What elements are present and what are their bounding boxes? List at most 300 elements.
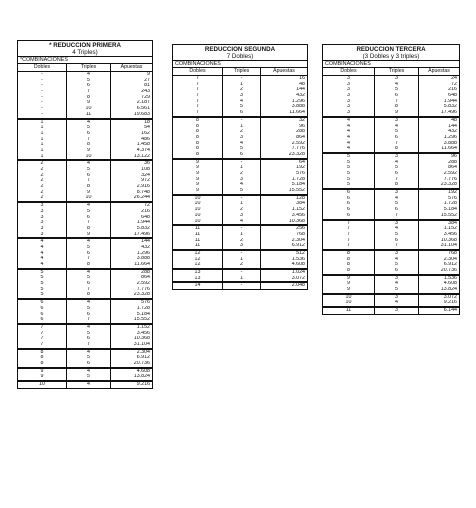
cell-triples: 9 <box>67 148 111 154</box>
cell-apuestas: 23.328 <box>133 292 150 298</box>
cell-dobles: 9 <box>323 281 375 287</box>
cell-dobles: 10 <box>323 295 375 301</box>
title-line-1: REDUCCION TERCERA <box>356 46 426 53</box>
cell-apuestas: 5.184 <box>443 207 457 213</box>
cell-dobles: 3 <box>323 99 375 105</box>
cell-apuestas: 2.592 <box>291 140 305 146</box>
table-row <box>18 317 152 323</box>
cell-triples: 4 <box>67 203 111 209</box>
cell-triples: 7 <box>375 177 419 183</box>
cell-triples: 4 <box>223 219 261 225</box>
table-row <box>323 152 459 160</box>
cell-dobles: 8 <box>18 361 67 367</box>
table-row <box>323 268 459 274</box>
cell-dobles: 6 <box>323 207 375 213</box>
cell-apuestas: 11.664 <box>441 146 457 152</box>
cell-triples: 2 <box>223 207 261 213</box>
cell-dobles: 4 <box>18 245 67 251</box>
cell-triples: 2 <box>223 87 261 93</box>
cell-apuestas: 2.592 <box>443 171 457 176</box>
cell-apuestas: 31.104 <box>440 243 457 249</box>
cell-dobles: 10 <box>173 213 223 219</box>
cell-triples: 4 <box>223 141 261 147</box>
cell-triples: 4 <box>67 382 111 388</box>
combinaciones-header: *COMBINACIONES <box>18 57 152 64</box>
cell-dobles: 4 <box>18 256 67 262</box>
cell-apuestas: 2.187 <box>136 100 150 106</box>
cell-dobles: 1 <box>18 131 67 137</box>
table-row <box>18 298 152 306</box>
cell-apuestas: 7.776 <box>291 146 305 152</box>
table-row <box>173 194 307 202</box>
cell-dobles: 5 <box>18 270 67 276</box>
cell-apuestas: 5.832 <box>443 104 457 110</box>
cell-apuestas: 729 <box>141 94 150 100</box>
cell-triples: 4 <box>375 160 419 166</box>
table-row <box>173 188 307 194</box>
cell-apuestas: 432 <box>448 129 457 135</box>
cell-triples: 5 <box>67 306 111 312</box>
col-triples: Triples <box>67 64 111 71</box>
cell-dobles: 7 <box>323 243 375 249</box>
table-row <box>18 292 152 298</box>
table-row <box>18 159 152 167</box>
cell-triples: 4 <box>67 325 111 331</box>
cell-apuestas: 18 <box>144 119 150 125</box>
cell-apuestas: 1.458 <box>136 142 150 148</box>
table-row <box>173 219 307 225</box>
cell-apuestas: 20.736 <box>133 361 150 366</box>
cell-dobles: 13 <box>173 270 223 276</box>
cell-dobles: 7 <box>173 104 223 110</box>
cell-apuestas: 24 <box>451 76 457 81</box>
cell-triples: 5 <box>67 331 111 337</box>
cell-triples: 3 <box>375 190 419 196</box>
cell-dobles: 8 <box>323 268 375 274</box>
cell-apuestas: 1.728 <box>291 176 305 182</box>
table-row <box>173 249 307 257</box>
cell-dobles: 7 <box>323 221 375 227</box>
cell-dobles: 3 <box>18 220 67 226</box>
cell-triples: 5 <box>67 209 111 215</box>
cell-dobles: 7 <box>173 99 223 105</box>
cell-triples: 5 <box>375 165 419 171</box>
table-row <box>323 274 459 282</box>
table-row <box>173 243 307 249</box>
cell-dobles: 4 <box>323 118 375 124</box>
cell-apuestas: 576 <box>296 171 305 176</box>
cell-dobles: 2 <box>18 178 67 184</box>
cell-apuestas: 1.024 <box>291 270 305 275</box>
cell-triples: - <box>223 226 261 232</box>
cell-triples: 11 <box>67 112 111 118</box>
cell-dobles: 6 <box>18 306 67 312</box>
cell-apuestas: 23.328 <box>440 182 457 188</box>
cell-apuestas: 2.304 <box>291 237 305 243</box>
cell-dobles: 2 <box>18 161 67 167</box>
cell-dobles: 3 <box>323 87 375 93</box>
cell-dobles: 9 <box>173 182 223 188</box>
table-row <box>323 213 459 219</box>
cell-triples: 7 <box>375 243 419 249</box>
cell-dobles: 7 <box>18 342 67 348</box>
cell-dobles: 8 <box>173 152 223 158</box>
cell-triples: - <box>223 160 261 166</box>
cell-apuestas: 2.304 <box>136 349 150 355</box>
cell-apuestas: 1.296 <box>136 250 150 256</box>
cell-dobles: 1 <box>18 142 67 148</box>
cell-dobles: 10 <box>18 382 67 388</box>
table-row <box>323 293 459 301</box>
cell-triples: 4 <box>67 270 111 276</box>
col-dobles: Dobles <box>173 68 223 75</box>
cell-triples: 6 <box>67 83 111 89</box>
cell-apuestas: 972 <box>141 178 150 184</box>
cell-dobles: 6 <box>18 312 67 318</box>
cell-triples: 6 <box>375 268 419 274</box>
cell-dobles: 7 <box>173 110 223 116</box>
cell-apuestas: 7.776 <box>443 176 457 182</box>
cell-triples: 5 <box>67 78 111 84</box>
cell-triples: 4 <box>67 350 111 356</box>
cell-apuestas: 8.748 <box>136 189 150 195</box>
cell-dobles: 4 <box>18 239 67 245</box>
cell-apuestas: 256 <box>296 226 305 232</box>
cell-triples: 6 <box>67 215 111 221</box>
cell-dobles: 9 <box>173 165 223 171</box>
table-row <box>323 249 459 257</box>
cell-apuestas: 26.244 <box>133 195 150 201</box>
cell-apuestas: 648 <box>448 93 457 99</box>
cell-triples: 4 <box>67 300 111 306</box>
cell-apuestas: 3.456 <box>291 212 305 218</box>
cell-apuestas: 9 <box>147 72 150 77</box>
table-reduccion-primera <box>17 40 153 389</box>
cell-apuestas: 128 <box>296 195 305 201</box>
cell-apuestas: 4.608 <box>291 262 305 268</box>
table-row <box>323 300 459 306</box>
cell-triples: 4 <box>375 281 419 287</box>
cell-apuestas: 3.456 <box>443 231 457 237</box>
cell-apuestas: 324 <box>141 172 150 178</box>
cell-dobles: 3 <box>323 104 375 110</box>
cell-apuestas: 7.776 <box>136 286 150 292</box>
cell-dobles: 3 <box>323 110 375 116</box>
cell-triples: 4 <box>223 182 261 188</box>
cell-triples: 3 <box>375 276 419 282</box>
cell-apuestas: 144 <box>141 239 150 245</box>
table-row <box>173 281 307 289</box>
cell-apuestas: 96 <box>299 123 305 129</box>
table-row <box>18 118 152 126</box>
cell-triples: 8 <box>67 95 111 101</box>
cell-triples: 5 <box>67 275 111 281</box>
table-row <box>18 201 152 209</box>
table-title <box>18 41 152 57</box>
cell-apuestas: 4.374 <box>136 147 150 153</box>
cell-apuestas: 19.683 <box>133 111 150 117</box>
cell-dobles: 6 <box>323 201 375 207</box>
cell-dobles: 4 <box>323 141 375 147</box>
cell-dobles: 8 <box>18 350 67 356</box>
cell-apuestas: 243 <box>141 89 150 95</box>
cell-dobles: - <box>18 83 67 89</box>
cell-triples: 8 <box>67 184 111 190</box>
cell-dobles: 7 <box>173 87 223 93</box>
cell-apuestas: 15.552 <box>440 212 457 218</box>
cell-apuestas: 2.048 <box>291 283 305 289</box>
cell-apuestas: 768 <box>296 231 305 237</box>
cell-dobles: 3 <box>323 76 375 82</box>
cell-triples: 10 <box>67 195 111 201</box>
cell-triples: 2 <box>223 129 261 135</box>
title-line-2: 7 Dobles) <box>226 53 254 60</box>
cell-apuestas: 3.456 <box>136 330 150 336</box>
cell-triples: 3 <box>375 118 419 124</box>
cell-dobles: 6 <box>323 196 375 202</box>
cell-apuestas: 64 <box>299 159 305 165</box>
cell-triples: 5 <box>223 188 261 194</box>
cell-triples: 8 <box>67 226 111 232</box>
cell-dobles: 5 <box>18 292 67 298</box>
cell-triples: - <box>223 251 261 257</box>
cell-apuestas: 20.736 <box>440 268 457 273</box>
cell-apuestas: 72 <box>451 81 457 87</box>
table-row <box>323 110 459 116</box>
cell-apuestas: 10.368 <box>288 218 305 224</box>
cell-dobles: 7 <box>173 82 223 88</box>
cell-triples: 3 <box>223 213 261 219</box>
table-row <box>18 374 152 380</box>
cell-dobles: 5 <box>323 154 375 160</box>
cell-apuestas: 1.296 <box>443 134 457 140</box>
cell-dobles: 9 <box>323 287 375 293</box>
cell-triples: 6 <box>67 281 111 287</box>
cell-dobles: 9 <box>18 369 67 375</box>
table-row <box>323 219 459 227</box>
cell-apuestas: 4.608 <box>136 368 150 374</box>
cell-triples: - <box>223 118 261 124</box>
cell-triples: 8 <box>375 146 419 152</box>
cell-apuestas: 13.122 <box>133 153 150 159</box>
table-row <box>173 224 307 232</box>
cell-apuestas: 10.368 <box>440 237 457 243</box>
cell-dobles: 7 <box>173 76 223 82</box>
cell-apuestas: 144 <box>448 123 457 129</box>
table-title <box>323 45 459 61</box>
table-row <box>18 361 152 367</box>
cell-triples: 4 <box>375 257 419 263</box>
cell-triples: - <box>223 283 261 289</box>
table-row <box>173 262 307 268</box>
cell-dobles: 11 <box>173 226 223 232</box>
cell-triples: 5 <box>375 262 419 268</box>
cell-dobles: 9 <box>173 160 223 166</box>
col-apuestas: Apuestas <box>120 64 143 70</box>
cell-apuestas: 162 <box>141 130 150 136</box>
cell-apuestas: 2.916 <box>136 184 150 190</box>
table-row <box>18 195 152 201</box>
cell-triples: 8 <box>375 182 419 188</box>
cell-dobles: 8 <box>173 124 223 130</box>
cell-dobles: 5 <box>323 182 375 188</box>
cell-apuestas: 864 <box>141 275 150 281</box>
cell-triples: 9 <box>67 100 111 106</box>
table-body <box>18 72 152 388</box>
cell-apuestas: 3.072 <box>291 275 305 281</box>
table-row <box>173 268 307 276</box>
cell-triples: 5 <box>223 104 261 110</box>
cell-triples: 8 <box>375 104 419 110</box>
cell-dobles: 6 <box>18 317 67 323</box>
cell-apuestas: 512 <box>296 250 305 256</box>
cell-triples: 1 <box>223 82 261 88</box>
cell-dobles: 2 <box>18 167 67 173</box>
cell-apuestas: 864 <box>296 134 305 140</box>
cell-apuestas: 23.328 <box>288 151 305 157</box>
cell-apuestas: 1.536 <box>291 256 305 262</box>
cell-apuestas: 288 <box>296 129 305 135</box>
cell-triples: 3 <box>375 308 419 314</box>
cell-apuestas: 384 <box>448 220 457 226</box>
cell-apuestas: 15.552 <box>288 188 305 194</box>
cell-dobles: 7 <box>18 325 67 331</box>
cell-dobles: 1 <box>18 154 67 160</box>
cell-apuestas: 6.912 <box>136 355 150 361</box>
cell-triples: 3 <box>375 295 419 301</box>
cell-triples: 5 <box>375 232 419 238</box>
cell-triples: 5 <box>67 245 111 251</box>
cell-dobles: 6 <box>18 300 67 306</box>
cell-dobles: 5 <box>323 165 375 171</box>
cell-dobles: 9 <box>173 177 223 183</box>
table-row <box>18 367 152 375</box>
cell-dobles: - <box>18 89 67 95</box>
table-row <box>18 268 152 276</box>
cell-dobles: 9 <box>323 276 375 282</box>
cell-apuestas: 108 <box>141 167 150 172</box>
cell-triples: 4 <box>375 300 419 306</box>
col-dobles: Dobles <box>18 64 67 71</box>
cell-dobles: 6 <box>323 213 375 219</box>
cell-dobles: - <box>18 112 67 118</box>
cell-apuestas: 5.184 <box>291 182 305 188</box>
cell-apuestas: 2.592 <box>136 281 150 287</box>
cell-apuestas: 486 <box>141 136 150 142</box>
cell-triples: 8 <box>67 292 111 298</box>
table-row <box>173 152 307 158</box>
cell-triples: 6 <box>67 131 111 137</box>
cell-apuestas: 216 <box>141 208 150 214</box>
cell-apuestas: 3.888 <box>291 104 305 110</box>
cell-dobles: 1 <box>18 125 67 131</box>
table-row <box>323 146 459 152</box>
cell-dobles: 10 <box>173 207 223 213</box>
cell-dobles: 3 <box>18 232 67 238</box>
cell-triples: 7 <box>67 256 111 262</box>
cell-dobles: 1 <box>18 148 67 154</box>
cell-triples: 4 <box>67 369 111 375</box>
cell-dobles: 8 <box>173 118 223 124</box>
cell-apuestas: 1.944 <box>443 98 457 104</box>
cell-apuestas: 4.608 <box>443 281 457 287</box>
cell-triples: 2 <box>223 262 261 268</box>
cell-triples: 6 <box>375 171 419 177</box>
cell-apuestas: 6.912 <box>291 243 305 249</box>
cell-dobles: 9 <box>173 188 223 194</box>
cell-apuestas: 192 <box>448 190 457 196</box>
cell-triples: 6 <box>223 152 261 158</box>
cell-dobles: 7 <box>18 336 67 342</box>
cell-apuestas: 1.152 <box>443 226 457 232</box>
cell-apuestas: 1.152 <box>136 324 150 330</box>
table-row <box>18 232 152 238</box>
cell-triples: 2 <box>223 171 261 177</box>
cell-triples: - <box>223 196 261 202</box>
cell-apuestas: 1.152 <box>291 207 305 213</box>
col-dobles: Dobles <box>323 68 375 75</box>
cell-triples: 6 <box>67 251 111 257</box>
cell-dobles: 7 <box>323 238 375 244</box>
cell-apuestas: 11.664 <box>134 262 150 267</box>
column-headers <box>18 64 152 72</box>
cell-triples: 3 <box>223 243 261 249</box>
col-apuestas: Apuestas <box>428 68 450 74</box>
cell-dobles: 3 <box>18 209 67 215</box>
cell-dobles: - <box>18 100 67 106</box>
cell-apuestas: 288 <box>448 159 457 165</box>
cell-apuestas: 3.888 <box>136 256 150 262</box>
cell-dobles: 12 <box>173 257 223 263</box>
table-row <box>173 276 307 282</box>
cell-dobles: 3 <box>18 215 67 221</box>
cell-triples: 4 <box>375 226 419 232</box>
combinaciones-header: COMBINACIONES <box>173 61 307 68</box>
cell-dobles: 4 <box>323 135 375 141</box>
cell-triples: 3 <box>375 221 419 227</box>
cell-dobles: 12 <box>173 262 223 268</box>
cell-dobles: 13 <box>173 276 223 282</box>
cell-triples: 5 <box>223 146 261 152</box>
cell-apuestas: 1.728 <box>443 201 457 207</box>
cell-triples: 5 <box>67 167 111 173</box>
cell-dobles: 10 <box>173 201 223 207</box>
table-row <box>18 262 152 268</box>
cell-apuestas: 576 <box>448 195 457 201</box>
cell-apuestas: 216 <box>448 87 457 93</box>
cell-triples: 4 <box>67 120 111 126</box>
cell-apuestas: 15.552 <box>133 317 150 323</box>
cell-dobles: 14 <box>173 283 223 289</box>
cell-dobles: 5 <box>18 275 67 281</box>
cell-triples: 4 <box>67 239 111 245</box>
cell-apuestas: 288 <box>141 269 150 275</box>
cell-apuestas: 192 <box>296 165 305 171</box>
cell-dobles: - <box>18 106 67 112</box>
cell-triples: 3 <box>223 135 261 141</box>
cell-dobles: 1 <box>18 137 67 143</box>
cell-dobles: 8 <box>173 129 223 135</box>
cell-apuestas: 576 <box>141 300 150 306</box>
cell-dobles: 5 <box>18 281 67 287</box>
cell-dobles: 2 <box>18 173 67 179</box>
cell-triples: 9 <box>67 190 111 196</box>
table-reduccion-segunda <box>172 44 308 290</box>
table-row <box>323 287 459 293</box>
column-headers <box>323 68 459 76</box>
cell-triples: 7 <box>375 213 419 219</box>
cell-triples: - <box>223 76 261 82</box>
